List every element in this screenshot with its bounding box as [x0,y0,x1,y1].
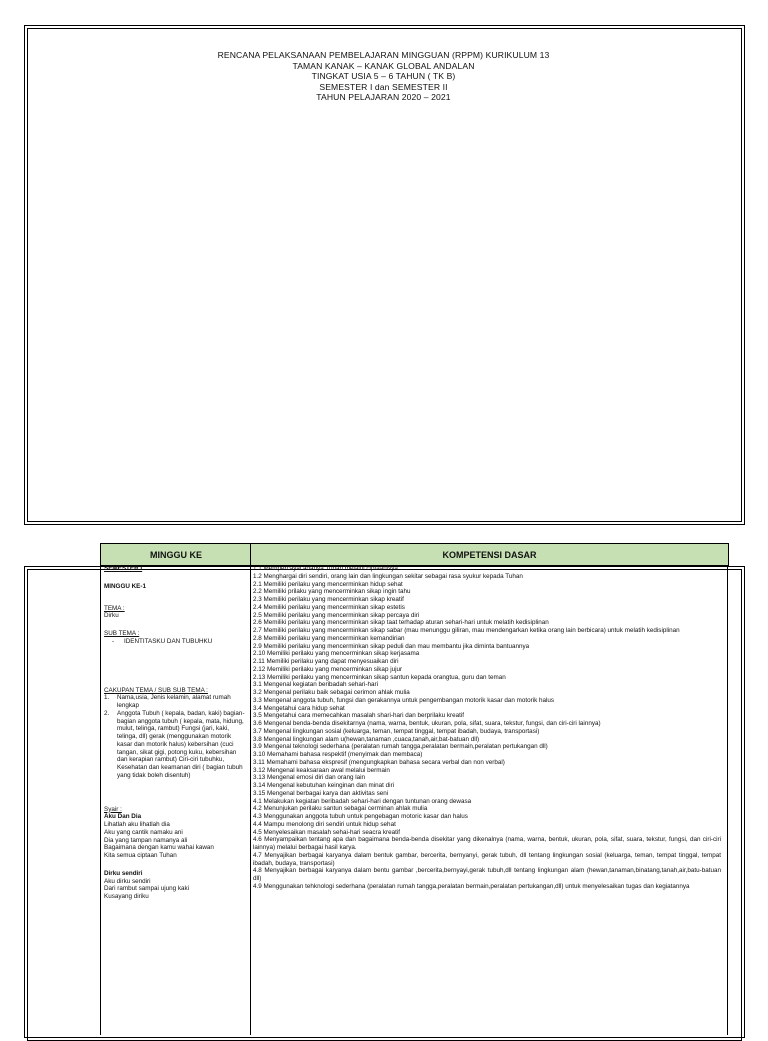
kd-item: 4.4 Mampu menolong diri sendiri untuk hidup sehat [253,820,396,828]
kd-item: 3.3 Mengenal anggota tubuh, fungsi dan gerakannya untuk pengembangan motorik kasar dan motorik halus [253,696,555,704]
kd-item: 2.2 Memiliki prilaku yang mencerminkan sikap ingin tahu [253,588,411,596]
tema-value: Dirku [104,612,119,620]
song-1-line: Bagaimana dengan kamu wahai kawan [104,844,214,852]
song-1-line: Kita semua ciptaan Tuhan [104,852,177,859]
kd-item: 2.3 Memiliki perilaku yang mencerminkan sikap kreatif [253,596,404,603]
song-2-line: Dari rambut sampai ujung kaki [104,885,190,893]
tema-label: TEMA : [104,604,125,612]
kd-item: 2.10 Memiliki perilaku yang mencerminkan sikap kerjasama [253,650,420,658]
kd-item: 2.7 Memiliki perilaku yang mencerminkan sikap sabar (mau menunggu giliran, mau mendengarkan ketika orang lain berbicara) untuk melatih kedisiplinan [253,627,680,634]
table-right-border [727,565,728,1035]
kd-item: 3.15 Mengenal berbagai karya dan aktivitas seni [253,789,389,797]
kd-item: 3.10 Memahami bahasa respektif (menyimak dan membaca) [253,751,423,758]
kd-item: 2.9 Memiliki perilaku yang mencerminkan sikap peduli dan mau membantu jika diminta bantuannya [253,642,530,650]
kd-item: 3.1 Mengenal kegiatan beribadah sehari-hari [253,681,378,689]
header-kompetensi-dasar: KOMPETENSI DASAR [250,543,729,566]
kd-item: 3.14 Mengenal kebutuhan keinginan dan minat diri [253,782,395,789]
subtema-label: SUB TEMA : [104,630,140,637]
kd-item: 2.5 Memiliki perilaku yang mencerminkan sikap percaya diri [253,611,420,619]
song-1-title: Aku Dan Dia [104,813,142,821]
subtema-dash: - [112,637,115,645]
cakupan-item-1-number: 1. [104,694,110,702]
title-line-2: TAMAN KANAK – KANAK GLOBAL ANDALAN [292,60,475,71]
kd-item: 4.2 Menunjukan perilaku santun sebagai cerminan ahlak mulia [253,805,428,813]
semester-label: SEMESTER I [104,565,143,572]
kd-item: 2.4 Memiliki perilaku yang mencerminkan sikap estetis [253,603,405,611]
kd-item: 2.13 Memiliki perilaku yang mencerminkan sikap santun kepada orangtua, guru dan teman [253,673,506,681]
kd-item: 3.11 Memahami bahasa ekspresif (mengungkapkan bahasa secara verbal dan non verbal) [253,758,505,766]
cakupan-item-1 [104,694,246,710]
kd-item: 3.7 Mengenal lingkungan sosial (keluarga, teman, tempat tinggal, tempat ibadah, budaya, transportasi) [253,727,540,735]
kd-item: 4.9 Menggunakan tehknologi sederhana (peralatan rumah tangga,peralatan bermain,peralatan pertukangan,dll) untuk menyelesaikan tugas dan kegiatannya [253,882,690,890]
kd-item: 2.6 Memiliki perilaku yang mencerminkan sikap taat terhadap aturan sehari-hari untuk melatih kedisiplinan [253,619,549,627]
kd-item: 3.5 Mengetahui cara memecahkan masalah shari-hari dan berprilaku kreatif [253,712,465,720]
kd-item: 4.5 Menyelesaikan masalah sehai-hari seacra kreatif [253,828,401,836]
kd-item: 3.13 Mengenal emosi diri dan orang lain [253,774,366,782]
kd-item: 2.8 Memiliki perilaku yang mencerminkan kemandirian [253,634,405,642]
kd-item: 4.7 Menyajikan berbagai karyanya dalam bentuk gambar, bercerita, bernyanyi, gerak tubuh, dll tentang lingkungan sosial (keluarga, teman, tempat tinggal, tempat ibadah, budaya, transportasi) [253,851,721,867]
table-column-divider [250,565,251,1035]
header-minggu-ke: MINGGU KE [100,543,252,566]
table-left-border [100,565,101,1035]
document-title-block [27,50,740,103]
kd-item: 3.9 Mengenal teknologi sederhana (peralatan rumah tangga,peralatan bermain,peralatan pertukangan dll) [253,743,548,751]
cakupan-item-2 [104,710,246,780]
syair-label: Syair : [104,805,122,813]
song-1-line: Dia yang tampan namanya ali [104,836,188,844]
title-line-4: SEMESTER I dan SEMESTER II [319,81,448,92]
kd-item: 1.2 Menghargai diri sendiri, orang lain dan lingkungan sekitar sebagai rasa syukur kepada Tuhan [253,572,523,580]
kd-item: 4.8 Menyajikan berbagai karyanya dalam bentu gambar ,bercerita,bernyayi,gerak tubuh,dll tentang lingkungan alam (hewan,tanaman,binatang,tanah,air,batu-batuan dll) [253,867,721,882]
kd-item: 2.11 Memiliki perilaku yang dapat menyesuaikan diri [253,658,399,665]
cakupan-label: CAKUPAN TEMA / SUB SUB TEMA : [104,686,208,694]
kd-item: 4.3 Menggunakan anggota tubuh untuk pengebagan motoric kasar dan halus [253,813,468,820]
kd-item: 1.1 Mempercayai adanya Tuhan melalui ciptaanNya [253,565,398,572]
cakupan-item-2-number: 2. [104,709,110,717]
title-line-5: TAHUN PELAJARAN 2020 – 2021 [316,92,451,103]
kd-item: 4.6 Menyampaikan tentang apa dan bagaimana benda-benda disekitar yang dikenalnya (nama, warna, bentuk, ukuran, pola, sifat, suara, tekstur, fungsi, dan ciri-ciri lainnya) melalui berbagai hasil karya. [253,836,721,851]
kd-item: 3.6 Mengenal benda-benda disekitarnya (nama, warna, bentuk, ukuran, pola, sifat, suara, tekstur, fungsi, dan ciri-ciri lainnya) [253,720,601,727]
cakupan-item-1-text: Nama,usia, Jenis kelamin, alamat rumah lengkap [117,694,231,709]
song-1-line: Lihatlah aku lihatlah dia [104,821,170,828]
song-1-line: Aku yang cantik namaku ani [104,828,183,836]
kd-item: 2.12 Memiliki perilaku yang mencerminkan sikap jujur [253,665,403,673]
minggu-ke-column [104,565,246,901]
kd-item: 3.4 Mengetahui cara hidup sehat [253,704,345,712]
subtema-item [104,638,246,646]
kd-item: 3.2 Mengenal perilaku baik sebagai cerimon ahlak mulia [253,689,410,696]
kompetensi-dasar-column [253,565,725,891]
kd-item: 3.12 Mengenal keaksaraan awal melalui bermain [253,766,390,774]
song-2-title: Dirku sendiri [104,869,143,877]
kd-item: 4.1 Melakukan kegiatan beribadah sehari-hari dengan tuntunan orang dewasa [253,797,472,805]
title-line-1: RENCANA PELAKSANAAN PEMBELAJARAN MINGGUAN (RPPM) KURIKULUM 13 [217,50,550,60]
song-2-line: Kusayang diriku [104,893,149,900]
kd-item: 2.1 Memiliki perilaku yang mencerminkan hidup sehat [253,580,403,588]
cakupan-item-2-text: Anggota Tubuh ( kepala, badan, kaki) bagian-bagian anggota tubuh ( kepala, mata, hidung, mulut, telinga, rambut) Fungsi (jari, kaki, telinga, dll) gerak (menggunakan motorik kasar dan motorik halus) kebersihan (cuci tangan, sikat gigi, potong kuku, kebersihan dan kerapian rambut) Ciri-ciri tubuhku, Kesehatan dan keamanan diri ( bagian tubuh yang tidak boleh disentuh) [117,709,245,779]
kd-item: 3.8 Mengenal lingkungan alam u(hewan,tanaman ,cuaca,tanah,air,bat-batuan dll) [253,735,480,743]
title-line-3: TINGKAT USIA 5 – 6 TAHUN ( TK B) [311,71,456,82]
song-2-line: Aku dirku sendiri [104,877,151,885]
subtema-value: IDENTITASKU DAN TUBUHKU [124,637,213,645]
minggu-label: MINGGU KE-1 [104,582,146,590]
